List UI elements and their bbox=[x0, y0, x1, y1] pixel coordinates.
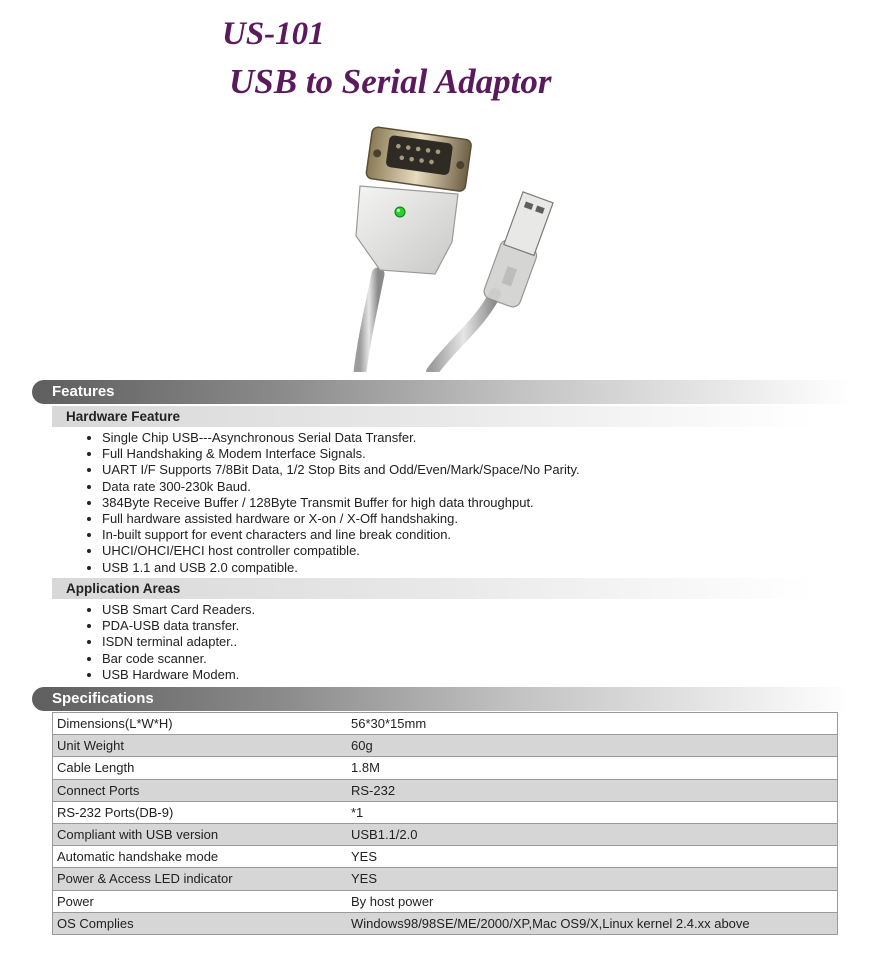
list-item: • USB Smart Card Readers. bbox=[102, 602, 255, 618]
hardware-feature-subheader bbox=[52, 406, 812, 427]
list-item: • Bar code scanner. bbox=[102, 651, 255, 667]
hardware-feature-list bbox=[84, 430, 580, 576]
usb-serial-adaptor-image bbox=[340, 124, 570, 372]
spec-label: RS-232 Ports(DB-9) bbox=[53, 801, 348, 823]
spec-label: Automatic handshake mode bbox=[53, 846, 348, 868]
list-item: • UHCI/OHCI/EHCI host controller compatible. bbox=[102, 543, 580, 559]
spec-value: YES bbox=[347, 846, 838, 868]
hardware-feature-heading: Hardware Feature bbox=[66, 409, 181, 424]
application-areas-list bbox=[84, 602, 255, 683]
spec-label: Dimensions(L*W*H) bbox=[53, 713, 348, 735]
list-item: • USB 1.1 and USB 2.0 compatible. bbox=[102, 560, 580, 576]
list-item: • PDA-USB data transfer. bbox=[102, 618, 255, 634]
spec-value: Windows98/98SE/ME/2000/XP,Mac OS9/X,Linux kernel 2.4.xx above bbox=[347, 912, 838, 934]
spec-value: 60g bbox=[347, 735, 838, 757]
spec-label: Compliant with USB version bbox=[53, 823, 348, 845]
table-row bbox=[53, 823, 838, 845]
table-row bbox=[53, 868, 838, 890]
table-row bbox=[53, 846, 838, 868]
list-item: • UART I/F Supports 7/8Bit Data, 1/2 Stop Bits and Odd/Even/Mark/Space/No Parity. bbox=[102, 462, 580, 478]
spec-value: 56*30*15mm bbox=[347, 713, 838, 735]
features-header-bar bbox=[32, 380, 852, 404]
list-item: • ISDN terminal adapter.. bbox=[102, 634, 255, 650]
spec-value: *1 bbox=[347, 801, 838, 823]
features-heading: Features bbox=[52, 383, 115, 400]
table-row bbox=[53, 890, 838, 912]
table-row bbox=[53, 801, 838, 823]
model-title: US-101 bbox=[222, 16, 325, 52]
list-item: • In-built support for event characters and line break condition. bbox=[102, 527, 580, 543]
spec-label: Connect Ports bbox=[53, 779, 348, 801]
specifications-table bbox=[52, 712, 838, 935]
spec-value: 1.8M bbox=[347, 757, 838, 779]
table-row bbox=[53, 779, 838, 801]
application-areas-subheader bbox=[52, 578, 812, 599]
table-row bbox=[53, 713, 838, 735]
list-item: • USB Hardware Modem. bbox=[102, 667, 255, 683]
specifications-header-bar bbox=[32, 687, 852, 711]
table-row bbox=[53, 735, 838, 757]
spec-value: By host power bbox=[347, 890, 838, 912]
spec-label: Unit Weight bbox=[53, 735, 348, 757]
spec-label: Power & Access LED indicator bbox=[53, 868, 348, 890]
list-item: • Full Handshaking & Modem Interface Signals. bbox=[102, 446, 580, 462]
application-areas-heading: Application Areas bbox=[66, 581, 181, 596]
spec-label: Cable Length bbox=[53, 757, 348, 779]
table-row bbox=[53, 912, 838, 934]
list-item: • Data rate 300-230k Baud. bbox=[102, 479, 580, 495]
spec-value: RS-232 bbox=[347, 779, 838, 801]
list-item: • Full hardware assisted hardware or X-on / X-Off handshaking. bbox=[102, 511, 580, 527]
spec-label: OS Complies bbox=[53, 912, 348, 934]
spec-label: Power bbox=[53, 890, 348, 912]
spec-value: USB1.1/2.0 bbox=[347, 823, 838, 845]
list-item: • Single Chip USB---Asynchronous Serial Data Transfer. bbox=[102, 430, 580, 446]
list-item: • 384Byte Receive Buffer / 128Byte Transmit Buffer for high data throughput. bbox=[102, 495, 580, 511]
table-row bbox=[53, 757, 838, 779]
spec-value: YES bbox=[347, 868, 838, 890]
product-title: USB to Serial Adaptor bbox=[229, 62, 552, 101]
specifications-heading: Specifications bbox=[52, 690, 154, 707]
